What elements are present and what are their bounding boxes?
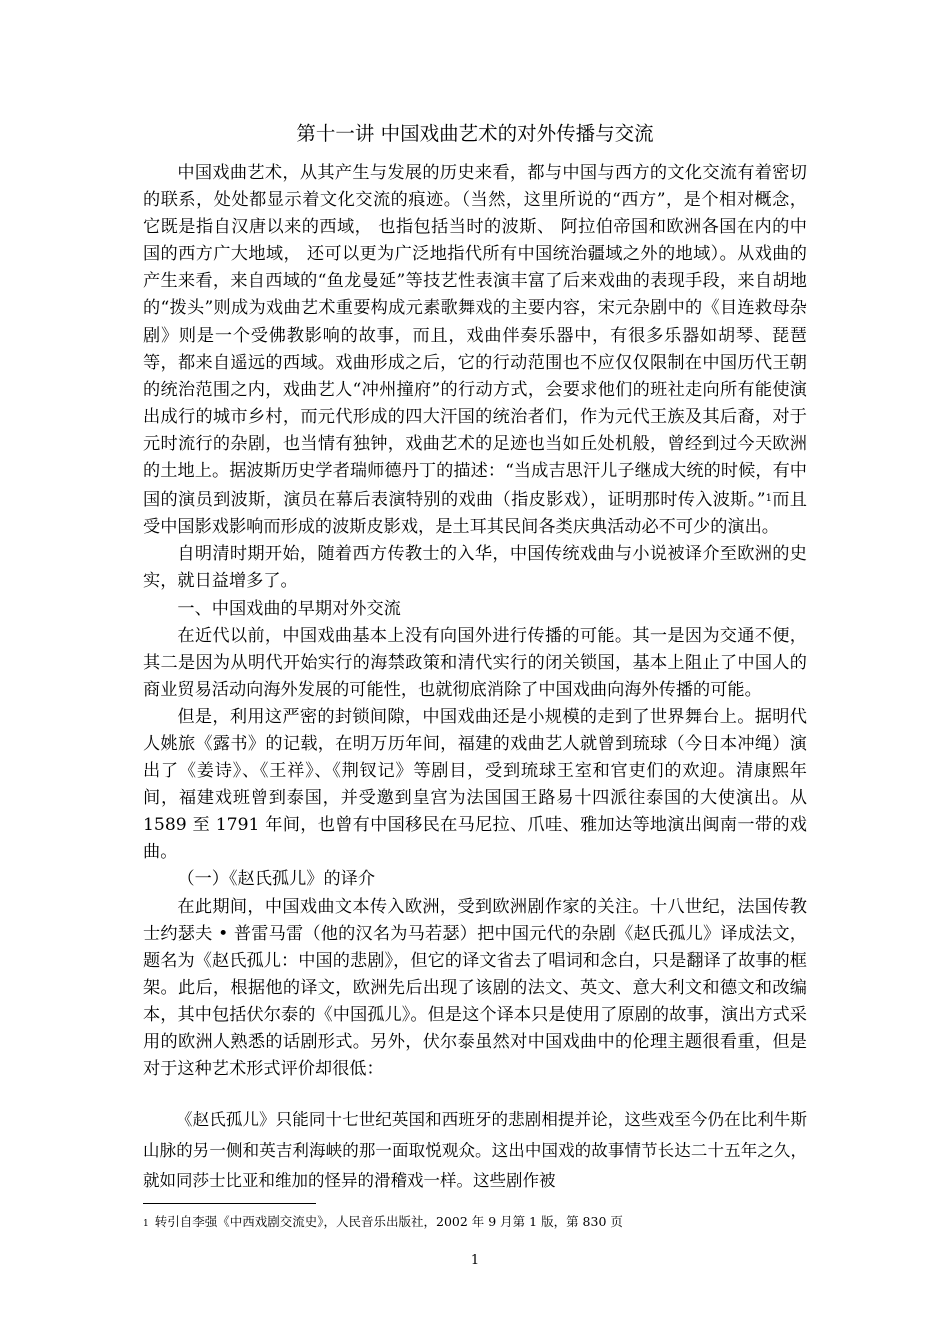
paragraph-zhao-translation: 在此期间，中国戏曲文本传入欧洲，受到欧洲剧作家的关注。十八世纪，法国传教士约瑟夫 • 普雷马雷（他的汉名为马若瑟）把中国元代的杂剧《赵氏孤儿》译成法文，题名为《赵氏孤儿：中国的悲剧》，但它的译文省去了唱词和念白，只是翻译了故事的框架。此后，根据他的译文，欧洲先后出现了该剧的法文、英文、意大利文和德文和改编本，其中包括伏尔泰的《中国孤儿》。但是这个译本只是使用了原剧的故事，演出方式采用的欧洲人熟悉的话剧形式。另外，伏尔泰虽然对中国戏曲中的伦理主题很看重，但是对于这种艺术形式评价却很低： [143, 896, 807, 1080]
paragraph-intro-tail: 而且受中国影戏影响而形成的波斯皮影戏，是土耳其民间各类庆典活动必不可少的演出。 [143, 490, 807, 538]
page-number: 1 [470, 1253, 480, 1268]
footnote-text: 转引自李强《中西戏剧交流史》，人民音乐出版社，2002 年 9 月第 1 版，第 830 页 [154, 1214, 623, 1229]
paragraph-intro [143, 160, 807, 541]
footnote [143, 1213, 807, 1233]
footnote-mark: 1 [143, 1219, 149, 1229]
paragraph-pre-modern: 在近代以前，中国戏曲基本上没有向国外进行传播的可能。其一是因为交通不便，其二是因为从明代开始实行的海禁政策和清代实行的闭关锁国，基本上阻止了中国人的商业贸易活动向海外发展的可能性，也就彻底消除了中国戏曲向海外传播的可能。 [143, 625, 807, 700]
footnote-divider [143, 1203, 316, 1204]
block-quote [143, 1105, 807, 1197]
paragraph-intro-text: 中国戏曲艺术，从其产生与发展的历史来看，都与中国与西方的文化交流有着密切的联系，处处都显示着文化交流的痕迹。（当然，这里所说的“西方”，是个相对概念， 它既是指自汉唐以来的西域， 也指包括当时的波斯、 阿拉伯帝国和欧洲各国在内的中国的西方广大地域， 还可以更为广泛地指代所有中国统治疆域之外的地域）。从戏曲的产生来看，来自西域的“鱼龙曼延”等技艺性表演丰富了后来戏曲的表现手段，来自胡地的“拨头”则成为戏曲艺术重要构成元素歌舞戏的主要内容，宋元杂剧中的《目连救母杂剧》则是一个受佛教影响的故事，而且，戏曲伴奏乐器中，有很多乐器如胡琴、琵琶等，都来自遥远的西域。戏曲形成之后，它的行动范围也不应仅仅限制在中国历代王朝的统治范围之内，戏曲艺人“冲州撞府”的行动方式，会要求他们的班社走向所有能使演出成行的城市乡村，而元代形成的四大汗国的统治者们，作为元代王族及其后裔，对于元时流行的杂剧，也当情有独钟，戏曲艺术的足迹也当如丘处机般，曾经到过今天欧洲的土地上。据波斯历史学者瑞师德丹丁的描述：“当成吉思汗儿子继成大统的时候，有中国的演员到波斯，演员在幕后表演特别的戏曲（指皮影戏），证明那时传入波斯。” [143, 163, 807, 511]
subsection-heading-zhao-orphan: （一）《赵氏孤儿》的译介 [177, 869, 376, 890]
paragraph-ryukyu-siam: 但是，利用这严密的封锁间隙，中国戏曲还是小规模的走到了世界舞台上。据明代人姚旅《露书》的记载，在明万历年间，福建的戏曲艺人就曾到琉球（今日本冲绳）演出了《姜诗》、《王祥》、《荆钗记》等剧目，受到琉球王室和官吏们的欢迎。清康熙年间，福建戏班曾到泰国，并受邀到皇宫为法国国王路易十四派往泰国的大使演出。从 1589 至 1791 年间，也曾有中国移民在马尼拉、爪哇、雅加达等地演出闽南一带的戏曲。 [143, 706, 807, 863]
lecture-title: 第十一讲 中国戏曲艺术的对外传播与交流 [296, 122, 654, 145]
section-heading-early-exchange: 一、中国戏曲的早期对外交流 [177, 598, 401, 619]
body-text [143, 160, 807, 1083]
paragraph-ming-qing: 自明清时期开始，随着西方传教士的入华，中国传统戏曲与小说被译介至欧洲的史实，就日益增多了。 [143, 544, 807, 592]
quote-text: 《赵氏孤儿》只能同十七世纪英国和西班牙的悲剧相提并论，这些戏至今仍在比利牛斯山脉的另一侧和英吉利海峡的那一面取悦观众。这出中国戏的故事情节长达二十五年之久，就如同莎士比亚和维加的怪异的滑稽戏一样。这些剧作被 [143, 1110, 807, 1190]
footnote-reference: 1 [765, 493, 772, 505]
